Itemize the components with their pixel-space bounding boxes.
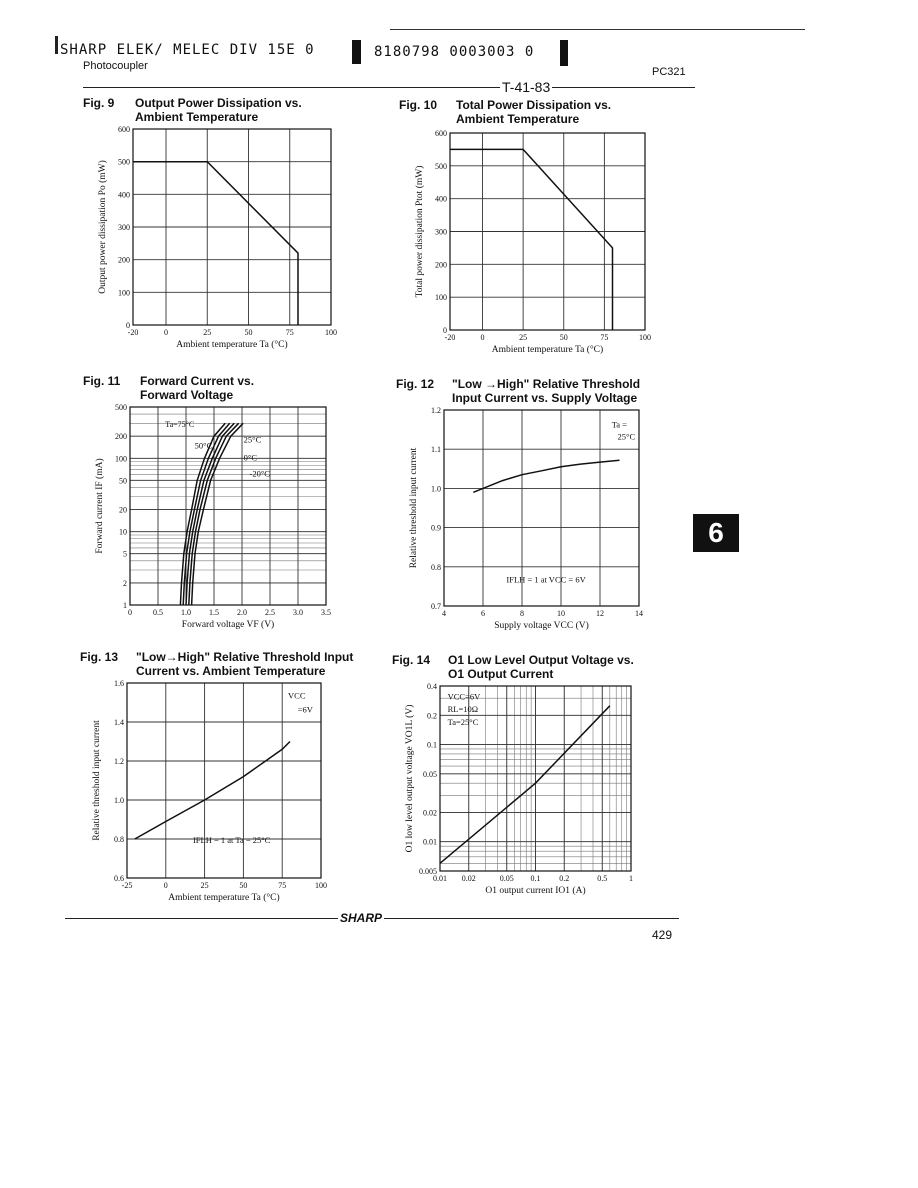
fig9-x-tick-label: 100	[325, 328, 337, 337]
fig9-title1: Output Power Dissipation vs.	[135, 96, 302, 110]
fig11-number: Fig. 11	[83, 374, 121, 388]
fig14-y-axis-label: O1 low level output voltage VO1L (V)	[405, 704, 415, 853]
header-code: 8180798 0003003 0	[374, 44, 535, 60]
fig11-x-tick-label: 3.0	[293, 608, 303, 617]
fig11-y-tick-label: 200	[115, 432, 127, 442]
fig14-x-tick-label: 0.02	[461, 874, 476, 883]
fig11-y-tick-label: 10	[119, 527, 127, 537]
fig14-title2: O1 Output Current	[448, 667, 554, 681]
fig12-x-tick-label: 8	[520, 609, 524, 618]
fig12-annotation: 25°C	[617, 431, 636, 442]
fig11-y-axis-label: Forward current IF (mA)	[95, 458, 105, 554]
fig12-y-tick-label: 1.0	[431, 484, 441, 494]
fig14-x-axis-label: O1 output current IO1 (A)	[485, 886, 586, 896]
fig11-x-tick-label: 3.5	[321, 608, 331, 617]
fig9-y-tick-label: 0	[126, 321, 130, 330]
fig13-annotation: VCC	[288, 690, 306, 701]
fig13-annotation: IFLH = 1 at Ta = 25°C	[192, 835, 271, 845]
fig11-y-tick-label: 1	[123, 601, 127, 610]
fig13-x-tick-label: 75	[278, 881, 287, 890]
section-tab: 6	[693, 514, 739, 552]
fig10-x-tick-label: 25	[519, 333, 528, 342]
fig10-y-tick-label: 300	[435, 227, 447, 237]
fig14-x-tick-label: 0.05	[499, 874, 514, 883]
fig14-number: Fig. 14	[392, 653, 431, 667]
fig12-y-axis-label: Relative threshold input current	[409, 447, 419, 569]
fig12-number: Fig. 12	[396, 377, 435, 391]
fig9-y-tick-label: 500	[118, 157, 130, 167]
fig9-x-tick-label: 75	[285, 328, 294, 337]
fig10-x-tick-label: 100	[639, 333, 651, 342]
fig13-x-axis-label: Ambient temperature Ta (°C)	[168, 893, 280, 903]
fig13-y-tick-label: 0.8	[114, 835, 124, 844]
fig11-y-tick-label: 50	[119, 476, 127, 486]
fig10-y-tick-label: 0	[443, 326, 447, 335]
header-line: SHARP ELEK/ MELEC DIV 15E 0	[60, 42, 315, 58]
fig10-y-tick-label: 500	[435, 161, 447, 171]
fig10-x-axis-label: Ambient temperature Ta (°C)	[491, 345, 604, 355]
fig14-y-tick-label: 0.01	[423, 837, 437, 847]
fig12-x-tick-label: 12	[596, 609, 604, 618]
fig10-title1: Total Power Dissipation vs.	[456, 98, 612, 112]
fig11-title1: Forward Current vs.	[140, 374, 255, 388]
fig13-y-tick-label: 1.2	[114, 757, 124, 766]
fig14-annotation: VCC=6V	[447, 691, 481, 702]
fig9-x-tick-label: 0	[164, 328, 168, 337]
product-type: Photocoupler	[83, 60, 148, 72]
fig14-annotation: Ta=25°C	[447, 717, 479, 728]
fig11-y-tick-label: 2	[123, 578, 127, 588]
fig10-x-tick-label: 0	[480, 333, 485, 342]
fig12-y-tick-label: 1.1	[431, 445, 441, 455]
fig14-x-tick-label: 1	[629, 874, 633, 883]
fig10-y-tick-label: 200	[435, 260, 447, 270]
footer-brand-logo: SHARP	[340, 911, 383, 925]
fig9-x-tick-label: 25	[203, 328, 212, 337]
fig13-x-tick-label: 100	[315, 881, 327, 890]
fig13-y-tick-label: 1.4	[114, 718, 124, 727]
fig12-y-tick-label: 0.9	[431, 523, 441, 533]
fig11-x-tick-label: 2.5	[265, 608, 275, 617]
fig10-number: Fig. 10	[399, 98, 438, 112]
fig14-x-tick-label: 0.01	[433, 874, 447, 883]
fig11-y-tick-label: 100	[115, 454, 127, 464]
fig11-x-tick-label: 0	[128, 608, 132, 617]
fig10-y-axis-label: Total power dissipation Ptot (mW)	[415, 165, 425, 298]
fig13-series-line	[135, 742, 290, 840]
fig9-y-tick-label: 600	[118, 125, 130, 134]
fig9-y-tick-label: 400	[118, 190, 130, 200]
fig9-x-tick-label: 50	[244, 328, 253, 337]
fig10-x-tick-label: -20	[444, 333, 456, 342]
fig13-x-tick-label: 25	[200, 881, 209, 890]
fig14-y-tick-label: 0.05	[423, 769, 437, 779]
fig12-x-axis-label: Supply voltage VCC (V)	[494, 621, 589, 631]
fig13-x-tick-label: -25	[121, 881, 133, 890]
fig11-x-tick-label: 1.5	[209, 608, 219, 617]
fig11-y-tick-label: 20	[119, 505, 127, 515]
fig12-y-tick-label: 0.8	[431, 562, 441, 572]
fig12-x-tick-label: 10	[557, 609, 565, 618]
fig12-annotation: Ta =	[611, 419, 627, 430]
fig13-title1: "Low→High" Relative Threshold Input	[136, 650, 354, 664]
fig14-y-tick-label: 0.02	[423, 808, 437, 818]
fig14-x-tick-label: 0.5	[597, 874, 608, 883]
fig10-x-tick-label: 75	[600, 333, 609, 342]
fig10-x-tick-label: 50	[559, 333, 568, 342]
fig12-x-tick-label: 6	[481, 609, 485, 618]
fig12-y-tick-label: 0.7	[431, 602, 441, 611]
fig12-y-tick-label: 1.2	[431, 406, 441, 415]
fig11-title2: Forward Voltage	[140, 388, 234, 402]
fig13-title2: Current vs. Ambient Temperature	[136, 664, 326, 678]
fig13-y-tick-label: 1.6	[114, 679, 124, 688]
fig14-x-tick-label: 0.1	[530, 874, 541, 883]
fig11-x-tick-label: 0.5	[153, 608, 163, 617]
fig13-annotation: =6V	[297, 704, 313, 715]
fig13-y-axis-label: Relative threshold input current	[92, 720, 102, 841]
fig11-annotation: 0°C	[243, 452, 258, 463]
fig13-y-tick-label: 0.6	[114, 874, 124, 883]
fig11-x-tick-label: 2.0	[237, 608, 247, 617]
fig12-title2: Input Current vs. Supply Voltage	[452, 391, 638, 405]
page-number: 429	[652, 928, 673, 942]
fig14-y-tick-label: 0.005	[419, 867, 437, 876]
fig11-y-tick-label: 5	[123, 549, 127, 559]
fig10-y-tick-label: 600	[435, 129, 447, 138]
fig14-y-tick-label: 0.1	[427, 740, 437, 750]
fig14-x-tick-label: 0.2	[559, 874, 570, 883]
fig13-number: Fig. 13	[80, 650, 119, 664]
fig11-plot-frame	[130, 407, 326, 605]
fig9-y-axis-label: Output power dissipation Po (mW)	[98, 160, 108, 294]
fig10-series-line	[450, 149, 613, 330]
fig14-annotation: RL=10Ω	[447, 704, 479, 715]
fig11-annotation: 25°C	[243, 434, 262, 445]
fig13-x-tick-label: 50	[239, 881, 248, 890]
fig14-y-tick-label: 0.4	[427, 682, 437, 691]
fig13-y-tick-label: 1.0	[114, 796, 124, 805]
fig9-y-tick-label: 100	[118, 288, 130, 298]
fig11-annotation: 50°C	[194, 440, 213, 451]
fig12-x-tick-label: 14	[635, 609, 643, 618]
fig13-x-tick-label: 0	[163, 881, 168, 890]
fig14-series-line	[440, 706, 610, 864]
part-number: PC321	[652, 66, 686, 78]
fig9-x-axis-label: Ambient temperature Ta (°C)	[176, 340, 288, 350]
fig13-plot-frame	[127, 683, 321, 878]
fig11-annotation: -20°C	[249, 468, 270, 479]
fig12-annotation: IFLH = 1 at VCC = 6V	[506, 574, 586, 585]
fig11-x-tick-label: 1.0	[181, 608, 191, 617]
fig10-title2: Ambient Temperature	[456, 112, 580, 126]
reference-code: T-41-83	[502, 79, 551, 95]
fig12-series-line	[473, 460, 619, 492]
fig9-y-tick-label: 300	[118, 223, 130, 232]
fig11-x-axis-label: Forward voltage VF (V)	[181, 620, 275, 630]
fig9-number: Fig. 9	[83, 96, 115, 110]
fig9-y-tick-label: 200	[118, 255, 130, 265]
fig10-y-tick-label: 100	[435, 293, 447, 303]
fig14-title1: O1 Low Level Output Voltage vs.	[448, 653, 634, 667]
fig11-y-tick-label: 500	[115, 403, 127, 412]
fig9-x-tick-label: -20	[127, 328, 139, 337]
fig10-y-tick-label: 400	[435, 194, 447, 204]
fig9-series-line	[133, 162, 298, 325]
fig12-x-tick-label: 4	[442, 609, 446, 618]
fig9-title2: Ambient Temperature	[135, 110, 259, 124]
fig11-annotation: Ta=75°C	[165, 419, 195, 429]
fig12-title1: "Low →High" Relative Threshold	[452, 377, 641, 391]
fig14-y-tick-label: 0.2	[427, 711, 437, 721]
